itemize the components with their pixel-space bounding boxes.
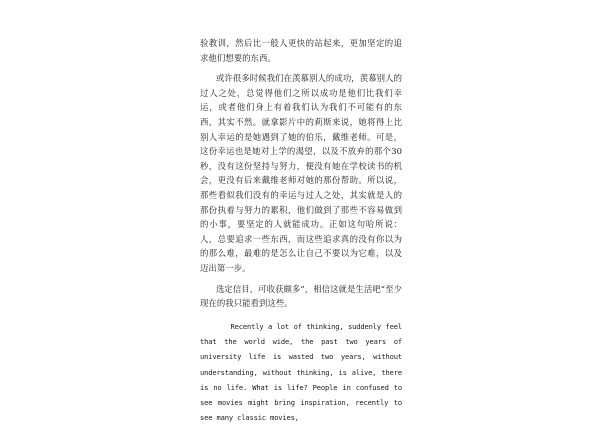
paragraph-en: Recently a lot of thinking, suddenly feel that the world wide, the past two years of university life is wasted two years, without understanding, without thinking, is alive, there is no life. What is life? People in confused to see movies might bring inspiration, recently to see many classic movies, bbox=[200, 321, 402, 423]
paragraph-cn-2: 或许很多时候我们在羡慕别人的成功，羡慕别人的过人之处，总觉得他们之所以成功是他们比我们幸运，或者他们身上有着我们认为我们不可能有的东西，其实不然。就拿影片中的莉斯来说，她将得上比别人幸运的是她遇到了她的伯乐，戴维老师。可是，这份幸运也是她对上学的渴望，以及不放弃的那个30秒，没有这份坚持与努力，便没有她在学校读书的机会，更没有后来戴维老师对她的那份帮助。所以说，那些看似我们没有的幸运与过人之处，其实就是人的那份执着与努力的累积，他们做到了那些不容易做到的小事，要坚定的人就能成功。正如这句哈所说：人，总要追求一些东西，而这些追求真的没有你以为的那么难，最难的是怎么让自己不要以为它难，以及迈出第一步。 bbox=[200, 73, 402, 273]
paragraph-cn-1: 验教训，然后比一般人更快的站起来，更加坚定的追求他们想要的东西。 bbox=[200, 38, 402, 63]
body-text bbox=[200, 36, 402, 426]
paragraph-cn-3: 选定信目，可收获颇多”，相信这就是生活吧“至少现在的我只能看到这些。 bbox=[200, 283, 402, 309]
